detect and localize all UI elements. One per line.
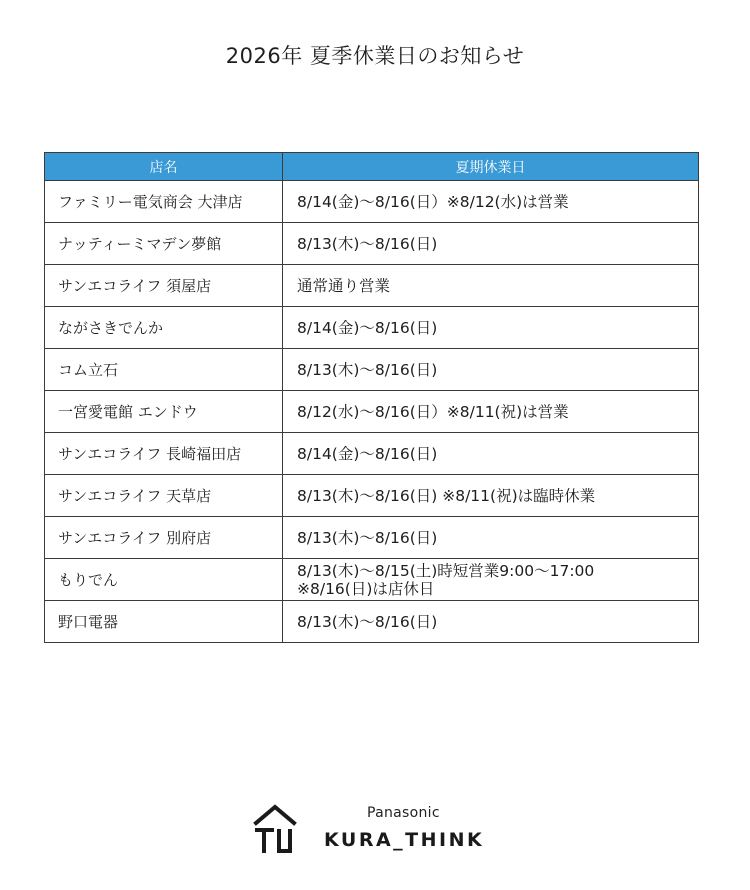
page-title: 2026年 夏季休業日のお知らせ — [225, 44, 525, 68]
table-row — [45, 391, 699, 433]
store-name: コム立石 — [45, 349, 283, 391]
table-header-row — [45, 153, 699, 181]
store-name: ファミリー電気商会 大津店 — [45, 181, 283, 223]
table-row — [45, 559, 699, 601]
store-name: サンエコライフ 別府店 — [45, 517, 283, 559]
holiday-dates-text: 8/13(木)～8/15(土)時短営業9:00～17:00 — [297, 561, 595, 580]
holiday-dates — [283, 517, 699, 559]
holiday-dates-text: 8/13(木)～8/16(日) — [297, 234, 438, 253]
holiday-dates — [283, 223, 699, 265]
holiday-dates-text: 8/14(金)～8/16(日）※8/12(水)は営業 — [297, 192, 569, 211]
table-row — [45, 433, 699, 475]
store-name: サンエコライフ 天草店 — [45, 475, 283, 517]
holiday-dates-text: 8/13(木)～8/16(日) ※8/11(祝)は臨時休業 — [297, 486, 596, 505]
holiday-dates-text: 8/13(木)～8/16(日) — [297, 612, 438, 631]
holiday-table — [44, 152, 699, 643]
holiday-dates — [283, 349, 699, 391]
table-row — [45, 475, 699, 517]
logo-wordmark: KURA_THINK — [324, 829, 485, 851]
holiday-dates-text: 8/14(金)～8/16(日) — [297, 318, 438, 337]
header-holiday-dates: 夏期休業日 — [283, 153, 699, 181]
holiday-dates — [283, 181, 699, 223]
store-name: サンエコライフ 須屋店 — [45, 265, 283, 307]
header-store-name: 店名 — [45, 153, 283, 181]
holiday-dates — [283, 601, 699, 643]
store-name: 野口電器 — [45, 601, 283, 643]
store-name: ながさきでんか — [45, 307, 283, 349]
holiday-dates — [283, 475, 699, 517]
kura-think-logo — [252, 803, 492, 859]
table-row — [45, 307, 699, 349]
holiday-dates-text: 8/12(水)～8/16(日）※8/11(祝)は営業 — [297, 402, 569, 421]
brand-name: Panasonic — [367, 805, 440, 821]
store-name: もりでん — [45, 559, 283, 601]
table-row — [45, 223, 699, 265]
store-name: ナッティーミマデン夢館 — [45, 223, 283, 265]
table-row — [45, 349, 699, 391]
table-row — [45, 181, 699, 223]
holiday-dates — [283, 559, 699, 601]
table-row — [45, 601, 699, 643]
holiday-dates — [283, 265, 699, 307]
store-name: サンエコライフ 長崎福田店 — [45, 433, 283, 475]
holiday-dates — [283, 433, 699, 475]
holiday-dates-text: 8/13(木)～8/16(日) — [297, 360, 438, 379]
holiday-dates-text: 通常通り営業 — [297, 276, 391, 295]
table-row — [45, 517, 699, 559]
holiday-dates-text: 8/13(木)～8/16(日) — [297, 528, 438, 547]
table-row — [45, 265, 699, 307]
holiday-dates-text: 8/14(金)～8/16(日) — [297, 444, 438, 463]
store-name: 一宮愛電館 エンドウ — [45, 391, 283, 433]
holiday-dates — [283, 307, 699, 349]
holiday-dates — [283, 391, 699, 433]
house-icon — [252, 803, 298, 855]
holiday-dates-note: ※8/16(日)は店休日 — [297, 579, 435, 598]
